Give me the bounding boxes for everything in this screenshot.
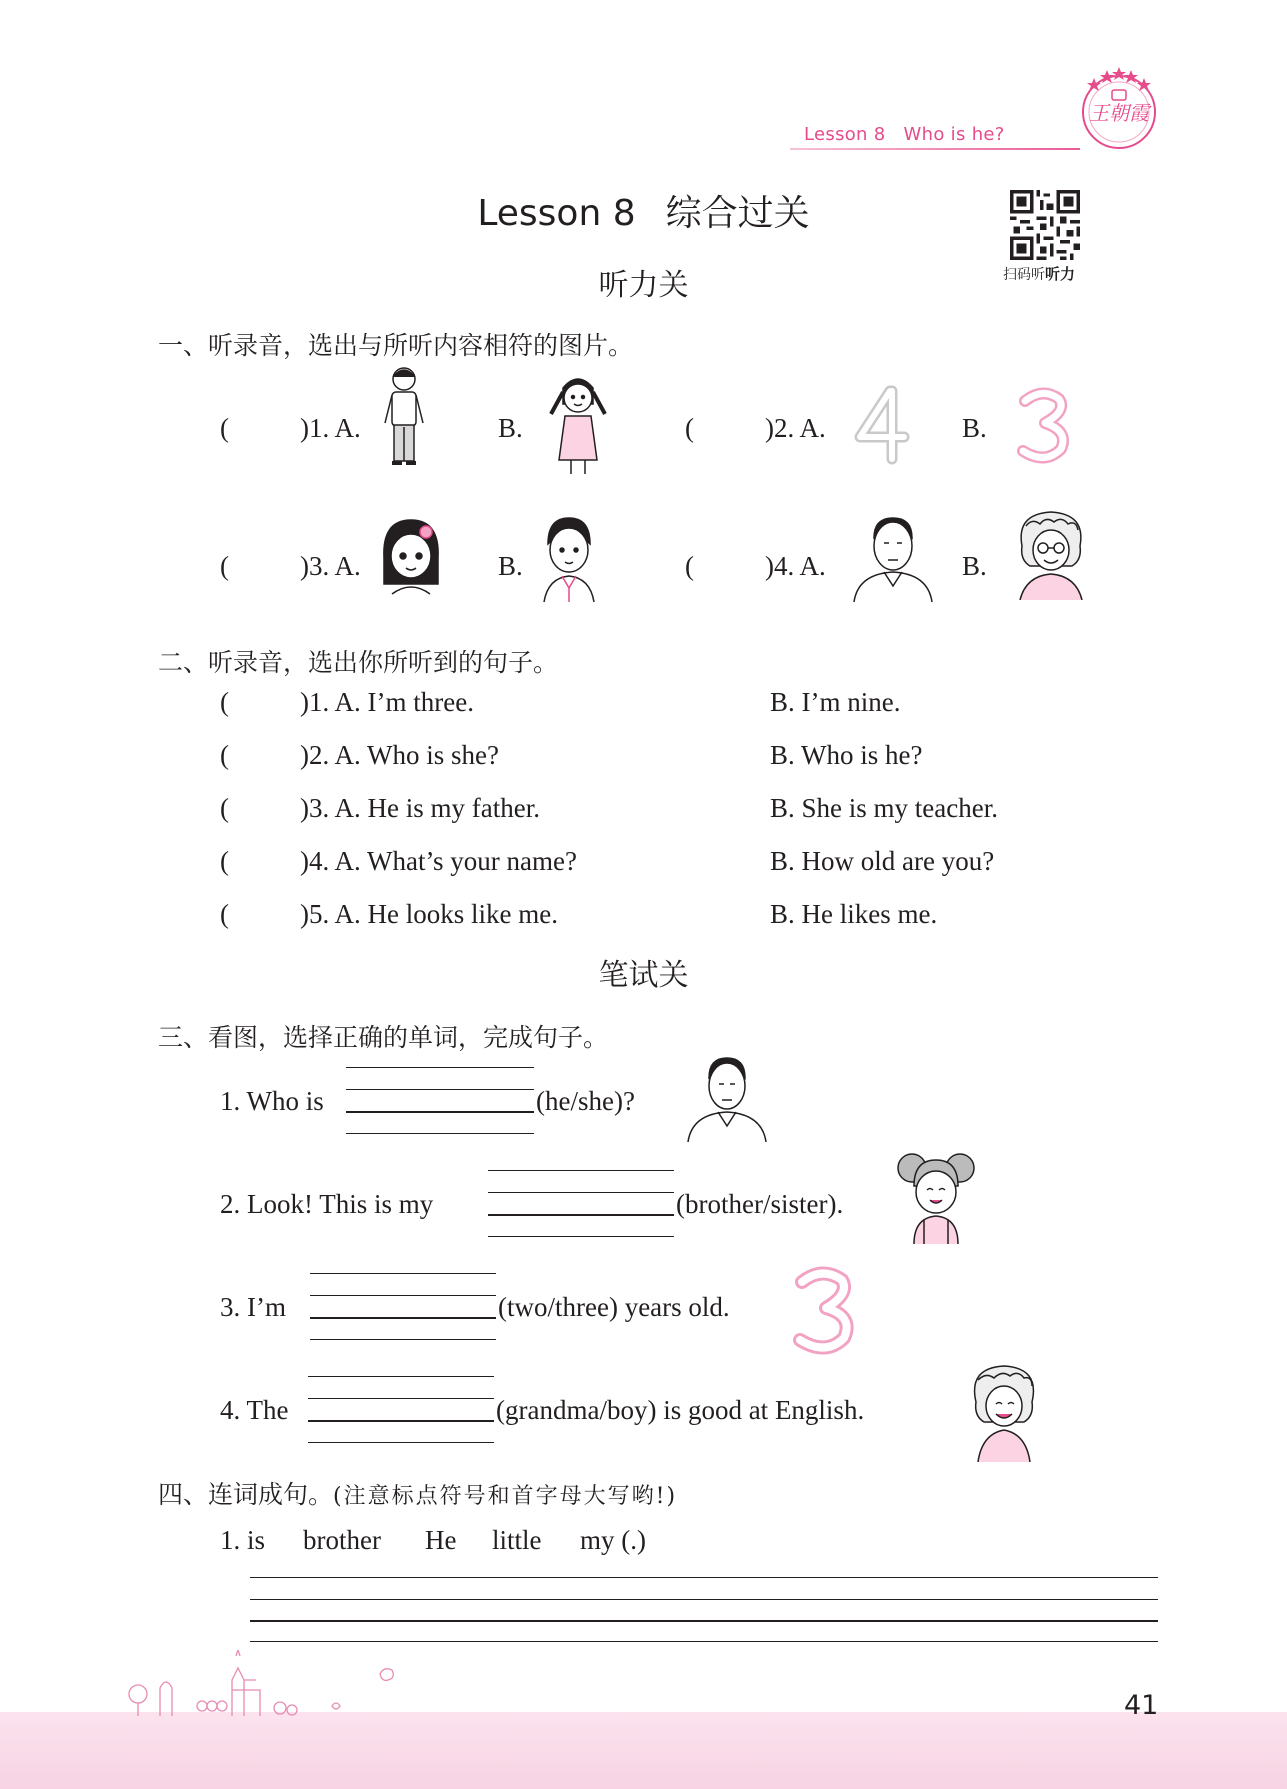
part2-item5-option-b: B. He likes me. bbox=[770, 899, 938, 929]
part1-paren: ( bbox=[220, 551, 229, 581]
part4-item1-word: little bbox=[492, 1525, 542, 1555]
part2-instruction: 二、听录音，选出你所听到的句子。 bbox=[158, 648, 559, 677]
part1-item4-option-b: B. bbox=[962, 551, 987, 581]
part1-item1-number: )1. A. bbox=[300, 413, 361, 443]
father-face-icon bbox=[848, 512, 938, 604]
girl-pigtails-icon bbox=[545, 370, 611, 478]
part2-item2-option-b: B. Who is he? bbox=[770, 740, 923, 770]
footer-band bbox=[0, 1712, 1287, 1789]
part3-item2-suffix: (brother/sister). bbox=[676, 1189, 844, 1219]
qr-caption-prefix: 扫码听 bbox=[1003, 267, 1045, 283]
running-head bbox=[804, 124, 1005, 145]
part1-paren: ( bbox=[685, 413, 694, 443]
part1-instruction: 一、听录音，选出与所听内容相符的图片。 bbox=[158, 331, 634, 360]
grandma-smiling-icon bbox=[962, 1358, 1046, 1464]
part1-item3-option-b: B. bbox=[498, 551, 523, 581]
part3-item3-prefix: 3. I’m bbox=[220, 1292, 286, 1322]
part2-item1-option-b: B. I’m nine. bbox=[770, 687, 901, 717]
part2-paren: ( bbox=[220, 846, 229, 876]
part4-instruction bbox=[158, 1475, 677, 1511]
section-title-listening: 听力关 bbox=[598, 268, 689, 303]
part2-item5-option-a: )5. A. He looks like me. bbox=[300, 899, 558, 929]
part2-paren: ( bbox=[220, 899, 229, 929]
number-three-icon bbox=[1015, 387, 1073, 465]
qr-caption-bold: 听力 bbox=[1045, 265, 1076, 283]
section-title-writing: 笔试关 bbox=[598, 958, 689, 993]
part3-item4-prefix: 4. The bbox=[220, 1395, 289, 1425]
part3-item2-prefix: 2. Look! This is my bbox=[220, 1189, 434, 1219]
part4-instruction-text: 四、连词成句。 bbox=[158, 1480, 334, 1509]
part4-item1-word: He bbox=[425, 1525, 457, 1555]
part2-item1-option-a: )1. A. I’m three. bbox=[300, 687, 474, 717]
part4-item1-word: 1. is bbox=[220, 1525, 266, 1555]
part2-item3-option-a: )3. A. He is my father. bbox=[300, 793, 540, 823]
part3-item3-answer-blank[interactable] bbox=[310, 1273, 496, 1341]
part3-item1-suffix: (he/she)? bbox=[536, 1086, 635, 1116]
page-title-lesson: Lesson 8 bbox=[477, 193, 636, 234]
qr-code-icon[interactable] bbox=[1010, 190, 1080, 260]
number-four-icon bbox=[852, 385, 914, 465]
page-title-subtitle: 综合过关 bbox=[665, 193, 810, 234]
part1-item2-option-b: B. bbox=[962, 413, 987, 443]
footer-castle-decoration bbox=[120, 1650, 440, 1720]
boy-standing-icon bbox=[380, 365, 428, 477]
part1-item3-number: )3. A. bbox=[300, 551, 361, 581]
part3-item4-answer-blank[interactable] bbox=[308, 1376, 494, 1444]
part1-item2-number: )2. A. bbox=[765, 413, 826, 443]
part2-item4-option-b: B. How old are you? bbox=[770, 846, 995, 876]
running-head-lesson: Lesson 8 bbox=[804, 124, 886, 145]
part4-item1-word: my (.) bbox=[580, 1525, 646, 1555]
man-face-icon bbox=[684, 1054, 770, 1144]
part1-paren: ( bbox=[685, 551, 694, 581]
svg-text:王朝霞: 王朝霞 bbox=[1089, 101, 1149, 125]
part2-paren: ( bbox=[220, 793, 229, 823]
part2-item4-option-a: )4. A. What’s your name? bbox=[300, 846, 577, 876]
part2-paren: ( bbox=[220, 740, 229, 770]
number-three-icon bbox=[790, 1266, 858, 1356]
page-number: 41 bbox=[1124, 1690, 1159, 1721]
page-title bbox=[0, 185, 1287, 236]
part4-instruction-note: (注意标点符号和首字母大写哟!) bbox=[333, 1484, 678, 1509]
brand-seal-logo bbox=[1074, 62, 1164, 154]
boy-face-icon bbox=[538, 514, 600, 604]
part4-item1-word: brother bbox=[303, 1525, 381, 1555]
girl-face-icon bbox=[378, 514, 444, 596]
grandma-face-icon bbox=[1012, 506, 1090, 602]
part1-paren: ( bbox=[220, 413, 229, 443]
part3-instruction: 三、看图，选择正确的单词，完成句子。 bbox=[158, 1023, 609, 1052]
part3-item1-prefix: 1. Who is bbox=[220, 1086, 324, 1116]
part3-item3-suffix: (two/three) years old. bbox=[498, 1292, 730, 1322]
girl-buns-icon bbox=[894, 1146, 978, 1246]
header-rule bbox=[790, 148, 1080, 150]
part3-item1-answer-blank[interactable] bbox=[346, 1067, 534, 1135]
part2-item3-option-b: B. She is my teacher. bbox=[770, 793, 998, 823]
part1-item4-number: )4. A. bbox=[765, 551, 826, 581]
running-head-title: Who is he? bbox=[903, 124, 1005, 145]
part3-item2-answer-blank[interactable] bbox=[488, 1170, 674, 1238]
part2-item2-option-a: )2. A. Who is she? bbox=[300, 740, 499, 770]
part4-item1-answer-lines[interactable] bbox=[250, 1577, 1158, 1647]
part1-item1-option-b: B. bbox=[498, 413, 523, 443]
part2-paren: ( bbox=[220, 687, 229, 717]
part3-item4-suffix: (grandma/boy) is good at English. bbox=[496, 1395, 865, 1425]
